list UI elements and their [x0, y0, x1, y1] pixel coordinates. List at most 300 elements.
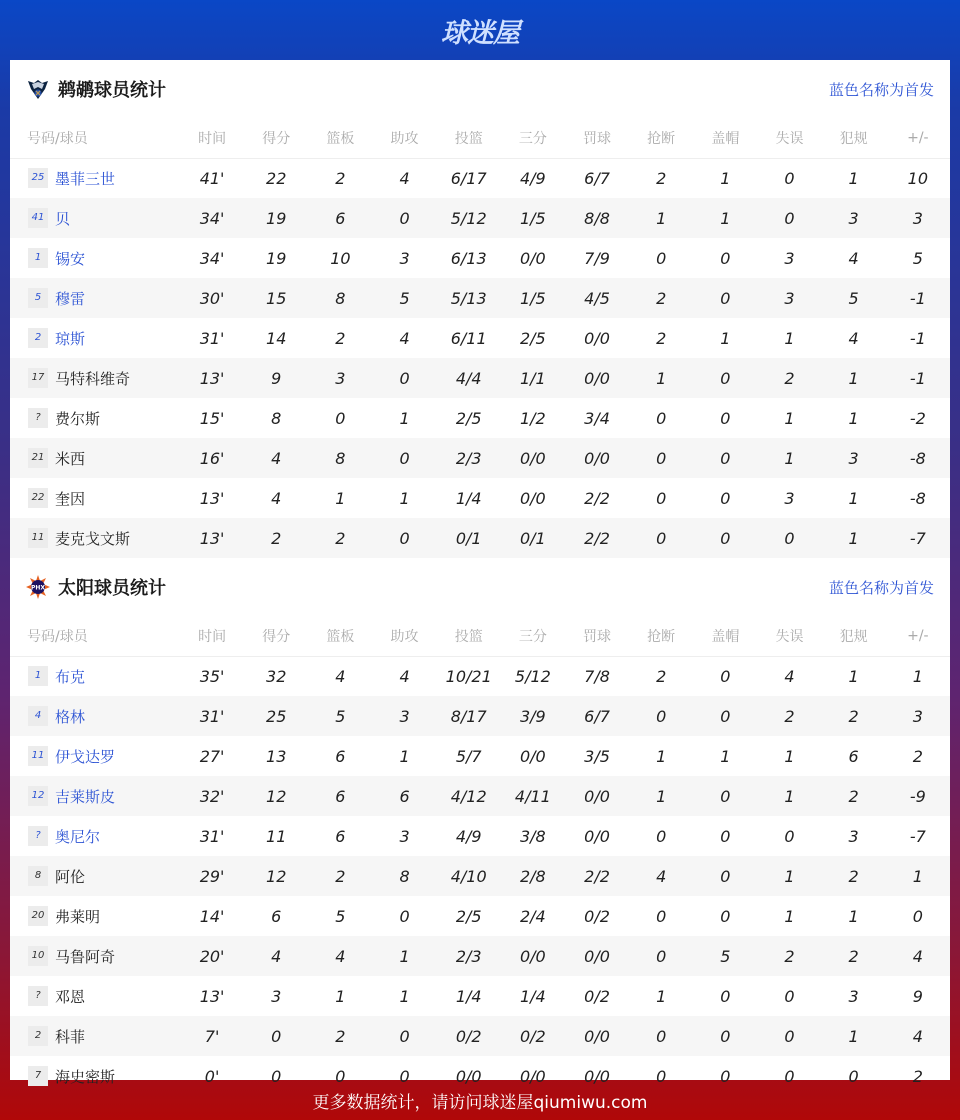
section-header	[10, 60, 950, 118]
stat-cell: 1/5	[501, 198, 565, 238]
stat-cell: 1	[399, 986, 410, 1006]
stat-cell: 6	[372, 776, 436, 816]
jersey-number-badge: 20	[28, 906, 48, 926]
player-cell	[10, 478, 180, 518]
stat-cell: 2	[656, 168, 667, 188]
stat-cell: 0	[848, 1066, 859, 1086]
stat-cell: 0	[912, 906, 923, 926]
stat-cell: 0	[757, 1016, 821, 1056]
stat-cell: 0	[784, 826, 795, 846]
player-name[interactable]: 麦克戈文斯	[55, 529, 131, 548]
jersey-number-badge: 7	[28, 1066, 48, 1086]
stat-cell: 4/4	[437, 358, 501, 398]
stat-cell: 13'	[199, 986, 225, 1006]
stat-cell: 0	[693, 776, 757, 816]
stat-cell: 32	[266, 666, 287, 686]
stat-cell: 8	[271, 408, 282, 428]
column-header: 时间	[180, 118, 244, 158]
stat-cell: 5	[693, 936, 757, 976]
stat-cell: 5	[822, 278, 886, 318]
stat-cell: 2	[757, 696, 821, 736]
player-cell	[10, 1016, 180, 1056]
stat-cell: 0/0	[519, 248, 546, 268]
stat-cell: 2	[912, 746, 923, 766]
stat-cell: 12	[244, 776, 308, 816]
stat-cell: 3	[886, 198, 950, 238]
stat-cell: 0/0	[501, 936, 565, 976]
pelicans-logo-icon	[26, 77, 50, 101]
table-row[interactable]	[10, 478, 950, 518]
stat-cell: 4	[886, 1016, 950, 1056]
stat-cell: 3/5	[584, 746, 610, 766]
stat-cell: 2	[822, 696, 886, 736]
stat-cell: 1/1	[501, 358, 565, 398]
stat-cell: 22	[266, 168, 287, 188]
stat-cell: 0	[372, 1016, 436, 1056]
column-header: 时间	[180, 616, 244, 656]
stat-cell: 4	[848, 328, 859, 348]
jersey-number-badge: 21	[28, 448, 48, 468]
stat-cell: 7/8	[584, 666, 610, 686]
table-row[interactable]	[10, 856, 950, 896]
stat-cell: 0	[720, 666, 731, 686]
player-cell	[10, 856, 180, 896]
stat-cell: 1	[629, 776, 693, 816]
stat-cell: 27'	[199, 746, 225, 766]
stat-cell: 0	[693, 518, 757, 558]
stat-cell: 1	[693, 198, 757, 238]
player-name[interactable]: 布克	[55, 667, 86, 686]
stat-cell: 3/8	[519, 826, 546, 846]
table-row[interactable]	[10, 358, 950, 398]
footer-text: 更多数据统计，请访问球迷屋qiumiwu.com	[312, 1092, 648, 1113]
player-cell	[10, 238, 180, 278]
stat-cell: 2	[822, 856, 886, 896]
stat-cell: 16'	[180, 438, 244, 478]
stat-cell: 1	[848, 666, 859, 686]
stat-cell: 1	[822, 1016, 886, 1056]
stat-cell: 2/3	[437, 936, 501, 976]
player-name[interactable]: 伊戈达罗	[55, 747, 116, 766]
stat-cell: 1	[822, 518, 886, 558]
stat-cell: 4	[784, 666, 795, 686]
stat-cell: 0/0	[519, 1066, 546, 1086]
player-cell	[10, 398, 180, 438]
jersey-number-badge: 11	[28, 528, 48, 548]
column-header: 得分	[244, 118, 308, 158]
stat-cell: 2/2	[565, 856, 629, 896]
stat-cell: 1	[399, 746, 410, 766]
stat-cell: -7	[909, 826, 926, 846]
stat-cell: 13	[266, 746, 287, 766]
stat-cell: 0/2	[437, 1016, 501, 1056]
stat-cell: 0	[399, 906, 410, 926]
brand-logo: 球迷屋	[441, 17, 519, 49]
stat-cell: 0	[629, 1016, 693, 1056]
table-row[interactable]	[10, 518, 950, 558]
table-row[interactable]	[10, 198, 950, 238]
table-row[interactable]	[10, 976, 950, 1016]
column-header: 助攻	[372, 616, 436, 656]
stat-cell: 0/0	[519, 746, 546, 766]
table-row[interactable]	[10, 278, 950, 318]
stat-cell: 0	[372, 438, 436, 478]
stat-cell: 9	[912, 986, 923, 1006]
stat-cell: 4/12	[437, 776, 501, 816]
stat-cell: -1	[909, 328, 926, 348]
team-title	[26, 574, 166, 600]
stat-cell: 0	[629, 696, 693, 736]
stat-cell: 1	[656, 986, 667, 1006]
player-cell	[10, 318, 180, 358]
stat-cell: 6	[335, 746, 346, 766]
column-header: 犯规	[822, 118, 886, 158]
stat-cell: 34'	[199, 248, 225, 268]
stat-cell: 2	[335, 328, 346, 348]
stat-cell: 19	[244, 198, 308, 238]
stat-cell: 1	[757, 856, 821, 896]
stat-cell: 6/7	[565, 696, 629, 736]
table-row[interactable]	[10, 736, 950, 776]
stat-cell: 3	[822, 198, 886, 238]
stat-cell: 8	[308, 278, 372, 318]
stat-cell: 41'	[199, 168, 225, 188]
stat-cell: 0	[372, 518, 436, 558]
table-row[interactable]	[10, 238, 950, 278]
stat-cell: 0'	[204, 1066, 220, 1086]
stat-cell: 0/2	[584, 906, 610, 926]
stat-cell: 0	[629, 438, 693, 478]
player-cell	[10, 358, 180, 398]
stat-cell: 15'	[199, 408, 225, 428]
stat-cell: 1	[656, 746, 667, 766]
stat-cell: 8/8	[565, 198, 629, 238]
jersey-number-badge: 25	[28, 168, 48, 188]
stat-cell: 2	[629, 278, 693, 318]
stat-cell: 0	[656, 408, 667, 428]
stat-cell: 0	[693, 696, 757, 736]
player-cell	[10, 278, 180, 318]
stat-cell: 1	[886, 856, 950, 896]
stat-cell: 0	[629, 936, 693, 976]
player-stats-table	[10, 118, 950, 558]
stat-cell: 4	[399, 666, 410, 686]
footer-banner	[0, 1080, 960, 1120]
stat-cell: 0	[693, 438, 757, 478]
stat-cell: 0	[656, 1066, 667, 1086]
table-row[interactable]	[10, 936, 950, 976]
player-name[interactable]: 奎因	[55, 489, 86, 508]
stat-cell: 0	[693, 1016, 757, 1056]
stat-cell: 32'	[180, 776, 244, 816]
column-header: +/-	[886, 118, 950, 158]
stat-cell: 2	[656, 328, 667, 348]
stat-cell: 3	[886, 696, 950, 736]
player-name[interactable]: 马鲁阿奇	[55, 947, 116, 966]
stat-cell: 3	[399, 826, 410, 846]
stat-cell: 0	[244, 1016, 308, 1056]
stat-cell: 6	[271, 906, 282, 926]
column-header: 抢断	[629, 616, 693, 656]
jersey-number-badge: 2	[28, 328, 48, 348]
stat-cell: -8	[909, 488, 926, 508]
stat-cell: 1	[720, 168, 731, 188]
stats-panel	[10, 60, 950, 1086]
stat-cell: 0	[335, 408, 346, 428]
player-name[interactable]: 穆雷	[55, 289, 86, 308]
stat-cell: 13'	[199, 488, 225, 508]
stat-cell: 0/0	[565, 1016, 629, 1056]
stat-cell: 0	[784, 1066, 795, 1086]
column-header: 助攻	[372, 118, 436, 158]
stat-cell: 8/17	[437, 696, 501, 736]
table-row[interactable]	[10, 776, 950, 816]
table-row[interactable]	[10, 318, 950, 358]
jersey-number-badge: 1	[28, 666, 48, 686]
player-name[interactable]: 贝	[55, 209, 71, 228]
player-name[interactable]: 米西	[55, 449, 86, 468]
stat-cell: 2/5	[455, 408, 482, 428]
stat-cell: 4/11	[501, 776, 565, 816]
column-header: 罚球	[565, 616, 629, 656]
jersey-number-badge: ?	[28, 986, 48, 1006]
stat-cell: 0	[720, 906, 731, 926]
stat-cell: 3	[271, 986, 282, 1006]
stat-cell: 0/0	[565, 358, 629, 398]
stat-cell: 5/12	[514, 666, 551, 686]
stat-cell: 31'	[180, 696, 244, 736]
team-section-0	[10, 60, 950, 558]
column-header: 犯规	[822, 616, 886, 656]
jersey-number-badge: 22	[28, 488, 48, 508]
stat-cell: 2	[757, 936, 821, 976]
stat-cell: 2	[335, 168, 346, 188]
stat-cell: 1	[784, 408, 795, 428]
player-name[interactable]: 奥尼尔	[55, 827, 101, 846]
stat-cell: 6	[848, 746, 859, 766]
stat-cell: 0	[757, 518, 821, 558]
column-header: 罚球	[565, 118, 629, 158]
starter-legend-note: 蓝色名称为首发	[828, 578, 934, 597]
stat-cell: 3	[399, 248, 410, 268]
stat-cell: 5/7	[455, 746, 482, 766]
stat-cell: 1	[912, 666, 923, 686]
stat-cell: 31'	[199, 826, 225, 846]
player-name[interactable]: 马特科维奇	[55, 369, 131, 388]
stat-cell: 4	[308, 936, 372, 976]
stat-cell: 2	[656, 666, 667, 686]
stat-cell: 10/21	[445, 666, 492, 686]
stat-cell: 2	[308, 518, 372, 558]
player-cell	[10, 776, 180, 816]
stat-cell: 11	[266, 826, 287, 846]
player-name[interactable]: 琼斯	[55, 329, 86, 348]
stat-cell: 8	[372, 856, 436, 896]
stat-cell: 0	[656, 488, 667, 508]
stat-cell: 2	[244, 518, 308, 558]
player-name[interactable]: 弗莱明	[55, 907, 101, 926]
player-name[interactable]: 墨菲三世	[55, 169, 116, 188]
stat-cell: 0	[656, 906, 667, 926]
stat-cell: 0	[693, 358, 757, 398]
stat-cell: 0	[784, 168, 795, 188]
stat-cell: 4	[244, 438, 308, 478]
stat-cell: 5/12	[437, 198, 501, 238]
stat-cell: 1	[399, 488, 410, 508]
stat-cell: 0/0	[565, 438, 629, 478]
column-header: 盖帽	[693, 118, 757, 158]
stat-cell: 5/13	[437, 278, 501, 318]
stat-cell: 0	[784, 986, 795, 1006]
stat-cell: 1	[629, 358, 693, 398]
stat-cell: 13'	[180, 358, 244, 398]
stat-cell: 0	[372, 198, 436, 238]
stat-cell: 6	[308, 198, 372, 238]
stat-cell: 1	[757, 438, 821, 478]
starter-legend-note: 蓝色名称为首发	[828, 80, 934, 99]
stat-cell: 1/5	[501, 278, 565, 318]
stat-cell: 0	[720, 826, 731, 846]
table-row[interactable]	[10, 896, 950, 936]
stat-cell: 6/11	[450, 328, 487, 348]
column-header: 三分	[501, 118, 565, 158]
stat-cell: 5	[308, 696, 372, 736]
player-cell	[10, 656, 180, 696]
stat-cell: 4	[886, 936, 950, 976]
table-row[interactable]	[10, 696, 950, 736]
stat-cell: 25	[244, 696, 308, 736]
table-row[interactable]	[10, 438, 950, 478]
stat-cell: -2	[909, 408, 926, 428]
stat-cell: 0/0	[455, 1066, 482, 1086]
stat-cell: 0/0	[501, 438, 565, 478]
player-name[interactable]: 费尔斯	[55, 409, 101, 428]
stat-cell: 4/5	[565, 278, 629, 318]
stat-cell: 34'	[180, 198, 244, 238]
table-row[interactable]	[10, 158, 950, 198]
stat-cell: 31'	[199, 328, 225, 348]
stat-cell: 3	[822, 438, 886, 478]
stat-cell: 4	[629, 856, 693, 896]
stat-cell: 1	[757, 776, 821, 816]
jersey-number-badge: 8	[28, 866, 48, 886]
stat-cell: 0	[399, 1066, 410, 1086]
table-row[interactable]	[10, 816, 950, 856]
column-header: 三分	[501, 616, 565, 656]
player-cell	[10, 816, 180, 856]
player-cell	[10, 976, 180, 1016]
stat-cell: 3	[757, 278, 821, 318]
column-header: 投篮	[437, 118, 501, 158]
player-cell	[10, 438, 180, 478]
stat-cell: 1/4	[455, 488, 482, 508]
table-row[interactable]	[10, 656, 950, 696]
player-cell	[10, 158, 180, 198]
player-cell	[10, 198, 180, 238]
stat-cell: -9	[886, 776, 950, 816]
team-name: 鹈鹕球员统计	[58, 80, 166, 101]
table-header-row	[10, 118, 950, 158]
player-name[interactable]: 海史密斯	[55, 1067, 116, 1086]
table-row[interactable]	[10, 1016, 950, 1056]
column-header: 失误	[757, 616, 821, 656]
stat-cell: 3	[372, 696, 436, 736]
stat-cell: -8	[886, 438, 950, 478]
stat-cell: 14	[266, 328, 287, 348]
stat-cell: -7	[886, 518, 950, 558]
stat-cell: 12	[244, 856, 308, 896]
table-row[interactable]	[10, 398, 950, 438]
stat-cell: 2	[912, 1066, 923, 1086]
stat-cell: 0	[372, 358, 436, 398]
stat-cell: 0/0	[584, 328, 610, 348]
stat-cell: 13'	[180, 518, 244, 558]
stat-cell: 9	[244, 358, 308, 398]
stat-cell: 2	[757, 358, 821, 398]
column-header: 篮板	[308, 616, 372, 656]
stat-cell: 6	[308, 776, 372, 816]
stat-cell: 2	[308, 1016, 372, 1056]
stat-cell: 1	[784, 906, 795, 926]
stat-cell: 1	[629, 198, 693, 238]
stat-cell: 6/13	[450, 248, 487, 268]
player-stats-table	[10, 616, 950, 1096]
player-name[interactable]: 邓恩	[55, 987, 86, 1006]
stat-cell: 6/7	[584, 168, 610, 188]
stat-cell: 30'	[180, 278, 244, 318]
stat-cell: 0	[720, 248, 731, 268]
player-name[interactable]: 吉莱斯皮	[55, 787, 116, 806]
stat-cell: 0	[656, 826, 667, 846]
stat-cell: 0	[335, 1066, 346, 1086]
column-header: 号码/球员	[10, 118, 180, 158]
stat-cell: 3	[848, 826, 859, 846]
player-name[interactable]: 锡安	[55, 249, 86, 268]
stat-cell: 3/4	[584, 408, 610, 428]
stat-cell: 3/9	[501, 696, 565, 736]
player-cell	[10, 518, 180, 558]
jersey-number-badge: 1	[28, 248, 48, 268]
stat-cell: 1	[848, 906, 859, 926]
column-header: 抢断	[629, 118, 693, 158]
column-header: 投篮	[437, 616, 501, 656]
stat-cell: 0	[656, 248, 667, 268]
stat-cell: 0/0	[584, 1066, 610, 1086]
stat-cell: 19	[266, 248, 287, 268]
stat-cell: 1	[335, 986, 346, 1006]
player-cell	[10, 696, 180, 736]
player-name[interactable]: 阿伦	[55, 867, 86, 886]
stat-cell: 0/2	[584, 986, 610, 1006]
jersey-number-badge: 10	[28, 946, 48, 966]
stat-cell: 2/3	[437, 438, 501, 478]
player-name[interactable]: 科菲	[55, 1027, 86, 1046]
stat-cell: 1/4	[519, 986, 546, 1006]
stat-cell: 1	[399, 408, 410, 428]
stat-cell: 7'	[180, 1016, 244, 1056]
team-name: 太阳球员统计	[58, 578, 166, 599]
jersey-number-badge: 11	[28, 746, 48, 766]
stat-cell: 0/2	[501, 1016, 565, 1056]
section-header	[10, 558, 950, 616]
stat-cell: 2/2	[565, 518, 629, 558]
suns-logo-icon	[26, 575, 50, 599]
stat-cell: 1	[720, 746, 731, 766]
stat-cell: 3	[784, 248, 795, 268]
stat-cell: 1	[784, 328, 795, 348]
stat-cell: 3	[784, 488, 795, 508]
player-name[interactable]: 格林	[55, 707, 86, 726]
